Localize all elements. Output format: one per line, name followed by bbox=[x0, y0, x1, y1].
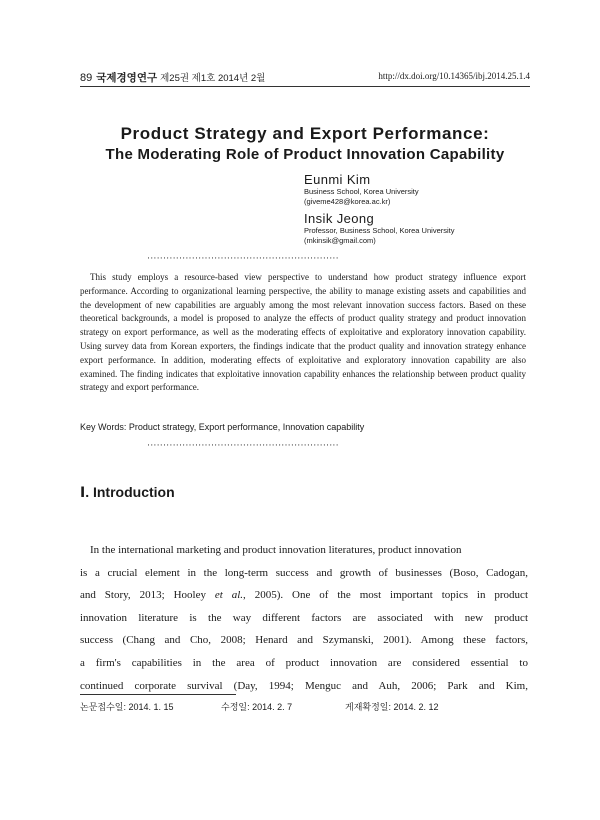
italic-et-al: et al. bbox=[214, 589, 244, 602]
revised-date: 수정일: 2014. 2. 7 bbox=[221, 702, 293, 712]
author-name: Insik Jeong bbox=[304, 211, 375, 226]
body-line: In the international marketing and product innovation literatures, product innovation bbox=[90, 544, 462, 556]
received-date: 논문접수일: 2014. 1. 15 bbox=[80, 702, 174, 712]
title-subtitle: The Moderating Role of Product Innovation Capability bbox=[105, 146, 505, 163]
body-line: continued corporate survival (Day, 1994; Menguc and Auh, 2006; Park and Kim, bbox=[80, 679, 528, 692]
section-heading: Ⅰ. Introduction bbox=[80, 484, 175, 500]
author-name: Eunmi Kim bbox=[304, 172, 371, 187]
body-paragraph bbox=[80, 539, 528, 697]
abstract-text: This study employs a resource-based view perspective to understand how product strategy influence export performance. According to organizational learning perspective, the ability to manage existing assets and capabilities and the development of new capabilities are arguably among the most relevant innovation success factors. Based on these theoretical backgrounds, a model is proposed to analyze the effects of product quality strategy and product innovation strategy on export performance, as well as the moderating effects of exploitative and exploratory innovation capability. Using survey data from Korean exporters, the findings indicate that the product quality and innovation strategy enhance export performance. In addition, moderating effects of exploitative and exploratory innovation capability are also examined. The finding indicates that exploitative innovation capability enhances the relationship between product quality strategy and export performance. bbox=[80, 272, 526, 393]
paper-title bbox=[60, 123, 550, 165]
doi-link[interactable]: http://dx.doi.org/10.14365/ibj.2014.25.1.4 bbox=[378, 71, 530, 81]
body-line bbox=[80, 584, 528, 607]
body-line: innovation literature is the way different factors are associated with new product bbox=[80, 611, 528, 624]
body-line: success (Chang and Cho, 2008; Henard and Szymanski, 2001). Among these factors, bbox=[80, 634, 528, 647]
header-left bbox=[80, 70, 265, 85]
author-affiliation: Business School, Korea University bbox=[304, 187, 419, 196]
author-affiliation: Professor, Business School, Korea University bbox=[304, 226, 455, 235]
keywords: Key Words: Product strategy, Export performance, Innovation capability bbox=[80, 422, 365, 432]
running-header bbox=[80, 70, 530, 84]
footnote-rule bbox=[80, 694, 236, 695]
author-block bbox=[304, 172, 419, 206]
author-email[interactable]: (mkinsik@gmail.com) bbox=[304, 235, 376, 245]
title-main: Product Strategy and Export Performance: bbox=[120, 124, 490, 143]
author-email[interactable]: (giveme428@korea.ac.kr) bbox=[304, 196, 391, 206]
body-line-part: and Story, 2013; Hooley bbox=[80, 589, 215, 602]
body-line-part: , 2005). One of the most important topics in product bbox=[243, 589, 529, 602]
page-number: 89 bbox=[80, 72, 93, 84]
journal-name: 국제경영연구 bbox=[96, 72, 158, 84]
accepted-date: 게재확정일: 2014. 2. 12 bbox=[345, 702, 439, 712]
dotted-separator: ···························································· bbox=[147, 440, 339, 450]
body-line: a firm's capabilities in the area of product innovation are considered essential to bbox=[80, 656, 528, 669]
volume-issue: 제25권 제1호 2014년 2월 bbox=[160, 73, 266, 84]
author-block bbox=[304, 211, 454, 245]
dotted-separator: ···························································· bbox=[147, 253, 339, 263]
header-rule bbox=[80, 86, 530, 87]
abstract bbox=[80, 271, 526, 395]
body-line: is a crucial element in the long-term success and growth of businesses (Boso, Cadogan, bbox=[80, 566, 528, 579]
